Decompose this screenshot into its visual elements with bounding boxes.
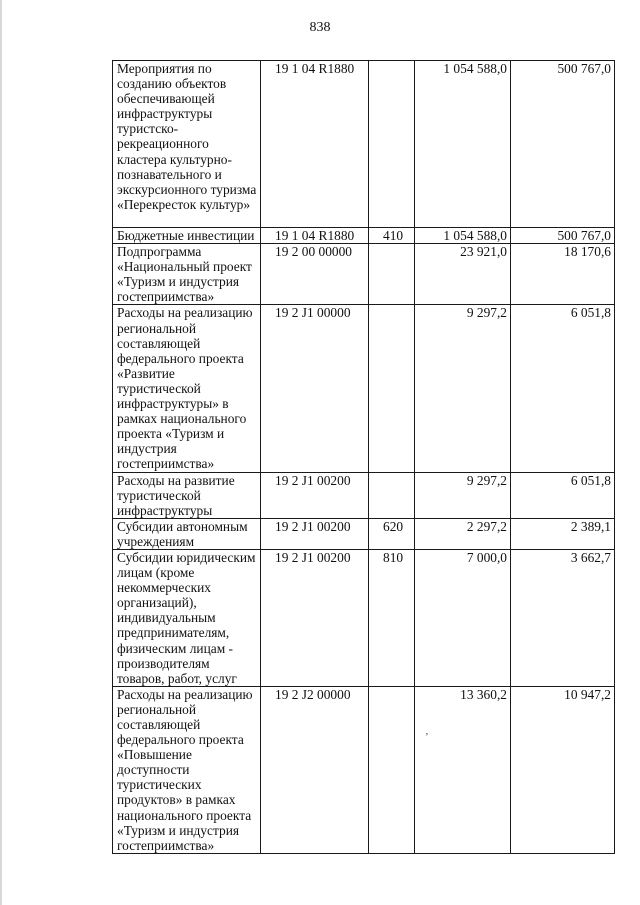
row-amount-1: 9 297,2 — [415, 305, 511, 472]
row-code: 19 1 04 R1880 — [261, 61, 369, 228]
row-name: Подпрограмма «Национальный проект «Туризм и индустрия гостеприимства» — [113, 244, 261, 305]
row-amount-2: 10 947,2 — [511, 686, 615, 853]
row-type — [369, 61, 415, 228]
row-name: Бюджетные инвестиции — [113, 228, 261, 244]
row-type: 620 — [369, 518, 415, 549]
budget-table — [112, 60, 615, 854]
row-type — [369, 244, 415, 305]
row-amount-1: 7 000,0 — [415, 549, 511, 686]
table-row — [113, 305, 615, 472]
row-amount-1: 9 297,2 — [415, 472, 511, 518]
row-amount-2: 500 767,0 — [511, 228, 615, 244]
table-row — [113, 518, 615, 549]
row-name: Расходы на реализацию региональной составляющей федерального проекта «Повышение доступности туристических продуктов» в рамках национального проекта «Туризм и индустрия гостеприимства» — [113, 686, 261, 853]
table-row — [113, 549, 615, 686]
table-row — [113, 472, 615, 518]
table-row — [113, 61, 615, 228]
row-amount-2: 2 389,1 — [511, 518, 615, 549]
row-name: Субсидии юридическим лицам (кроме некоммерческих организаций), индивидуальным предпринимателям, физическим лицам - производителям товаров, работ, услуг — [113, 549, 261, 686]
row-code: 19 2 J1 00200 — [261, 472, 369, 518]
row-type: 410 — [369, 228, 415, 244]
row-amount-1: 13 360,2 — [415, 686, 511, 853]
row-amount-2: 6 051,8 — [511, 305, 615, 472]
row-amount-2: 3 662,7 — [511, 549, 615, 686]
row-amount-1: 1 054 588,0 — [415, 61, 511, 228]
row-code: 19 2 00 00000 — [261, 244, 369, 305]
row-type — [369, 305, 415, 472]
row-code: 19 2 J1 00200 — [261, 518, 369, 549]
scan-edge — [0, 0, 2, 905]
scan-mark: ʼ — [425, 731, 429, 743]
table-row — [113, 228, 615, 244]
row-name: Расходы на реализацию региональной составляющей федерального проекта «Развитие туристической инфраструктуры» в рамках национального проекта «Туризм и индустрия гостеприимства» — [113, 305, 261, 472]
row-code: 19 2 J1 00200 — [261, 549, 369, 686]
page-number: 838 — [309, 20, 331, 35]
row-code: 19 2 J1 00000 — [261, 305, 369, 472]
row-name: Расходы на развитие туристической инфраструктуры — [113, 472, 261, 518]
table-row — [113, 244, 615, 305]
row-name: Субсидии автономным учреждениям — [113, 518, 261, 549]
row-amount-2: 6 051,8 — [511, 472, 615, 518]
row-amount-2: 500 767,0 — [511, 61, 615, 228]
table-row — [113, 686, 615, 853]
row-amount-2: 18 170,6 — [511, 244, 615, 305]
row-type: 810 — [369, 549, 415, 686]
row-amount-1: 1 054 588,0 — [415, 228, 511, 244]
row-type — [369, 472, 415, 518]
row-amount-1: 23 921,0 — [415, 244, 511, 305]
row-amount-1: 2 297,2 — [415, 518, 511, 549]
row-type — [369, 686, 415, 853]
row-name: Мероприятия по созданию объектов обеспечивающей инфраструктуры туристско-рекреационного кластера культурно-познавательного и экскурсионного туризма «Перекресток культур» — [113, 61, 261, 228]
row-code: 19 1 04 R1880 — [261, 228, 369, 244]
row-code: 19 2 J2 00000 — [261, 686, 369, 853]
